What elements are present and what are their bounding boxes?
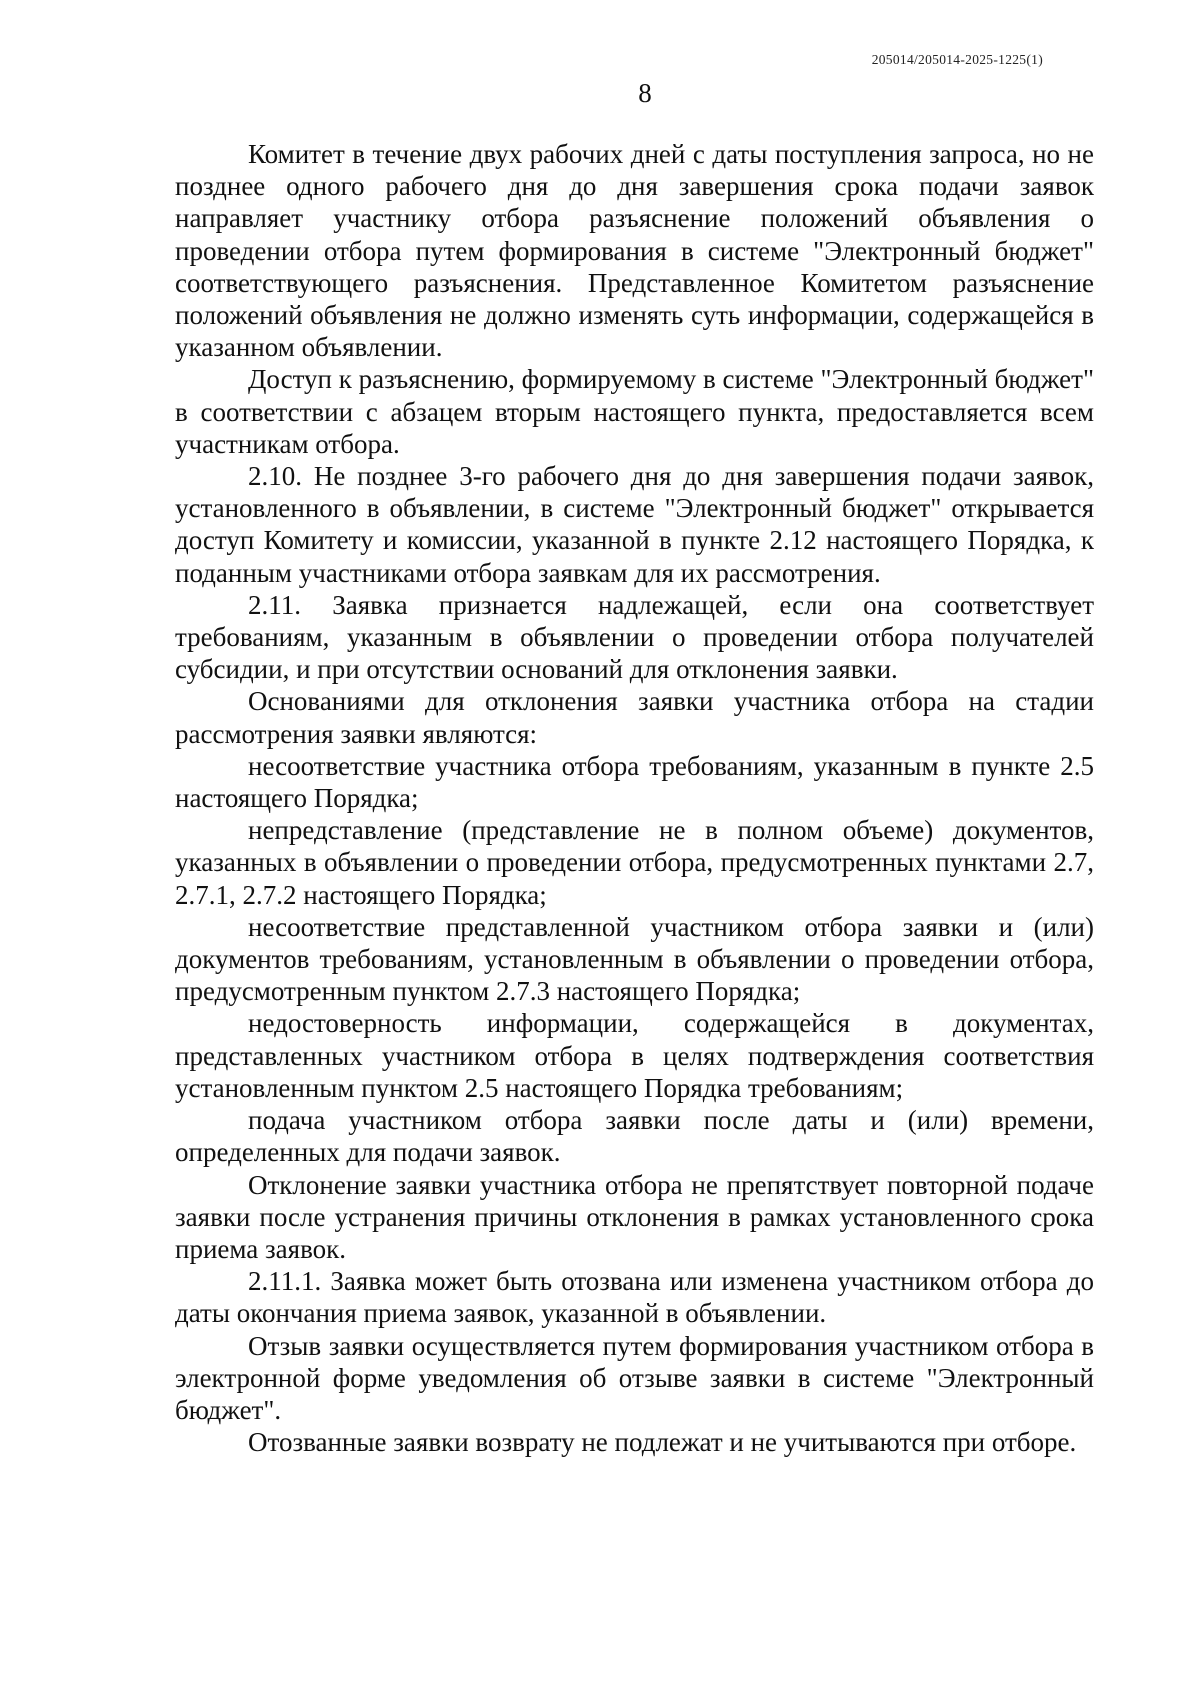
paragraph-clarification-access: Доступ к разъяснению, формируемому в системе "Электронный бюджет" в соответствии с абзацем вторым настоящего пункта, предоставляется всем участникам отбора. [175, 364, 1094, 459]
document-registration-code: 205014/205014-2025-1225(1) [871, 52, 1043, 67]
paragraph-ground-missing-documents: непредставление (представление не в полном объеме) документов, указанных в объявлении о проведении отбора, предусмотренных пунктами 2.7, 2.7.1, 2.7.2 настоящего Порядка; [175, 815, 1094, 910]
paragraph-2-10: 2.10. Не позднее 3-го рабочего дня до дня завершения подачи заявок, установленного в объявлении, в системе "Электронный бюджет" открывается доступ Комитету и комиссии, указанной в пункте 2.12 настоящего Порядка, к поданным участниками отбора заявкам для их рассмотрения. [175, 461, 1094, 588]
paragraph-ground-application-mismatch: несоответствие представленной участником отбора заявки и (или) документов требованиям, установленным в объявлении о проведении отбора, предусмотренным пунктом 2.7.3 настоящего Порядка; [175, 911, 1094, 1007]
paragraph-withdrawn-applications: Отозванные заявки возврату не подлежат и не учитываются при отборе. [248, 1427, 1077, 1458]
document-body [175, 138, 1094, 1458]
paragraph-resubmission: Отклонение заявки участника отбора не препятствует повторной подаче заявки после устранения причины отклонения в рамках установленного срока приема заявок. [175, 1169, 1094, 1264]
paragraph-ground-false-information: недостоверность информации, содержащейся в документах, представленных участником отбора в целях подтверждения соответствия установленным пунктом 2.5 настоящего Порядка требованиям; [175, 1008, 1094, 1103]
paragraph-rejection-grounds-intro: Основаниями для отклонения заявки участника отбора на стадии рассмотрения заявки являются: [175, 686, 1094, 749]
paragraph-withdrawal-procedure: Отзыв заявки осуществляется путем формирования участником отбора в электронной форме уведомления об отзыве заявки в системе "Электронный бюджет". [175, 1330, 1094, 1425]
paragraph-ground-participant-mismatch: несоответствие участника отбора требованиям, указанным в пункте 2.5 настоящего Порядка; [175, 750, 1094, 814]
paragraph-clarification-deadline: Комитет в течение двух рабочих дней с даты поступления запроса, но не позднее одного рабочего дня до дня завершения срока подачи заявок направляет участнику отбора разъяснение положений объявления о проведении отбора путем формирования в системе "Электронный бюджет" соответствующего разъяснения. Представленное Комитетом разъяснение положений объявления не должно изменять суть информации, содержащейся в указанном объявлении. [175, 139, 1094, 363]
paragraph-2-11: 2.11. Заявка признается надлежащей, если она соответствует требованиям, указанным в объявлении о проведении отбора получателей субсидии, и при отсутствии оснований для отклонения заявки. [175, 589, 1094, 685]
paragraph-ground-late-submission: подача участником отбора заявки после даты и (или) времени, определенных для подачи заявок. [175, 1105, 1094, 1168]
page-number: 8 [638, 78, 652, 108]
paragraph-2-11-1: 2.11.1. Заявка может быть отозвана или изменена участником отбора до даты окончания приема заявок, указанной в объявлении. [175, 1266, 1094, 1329]
